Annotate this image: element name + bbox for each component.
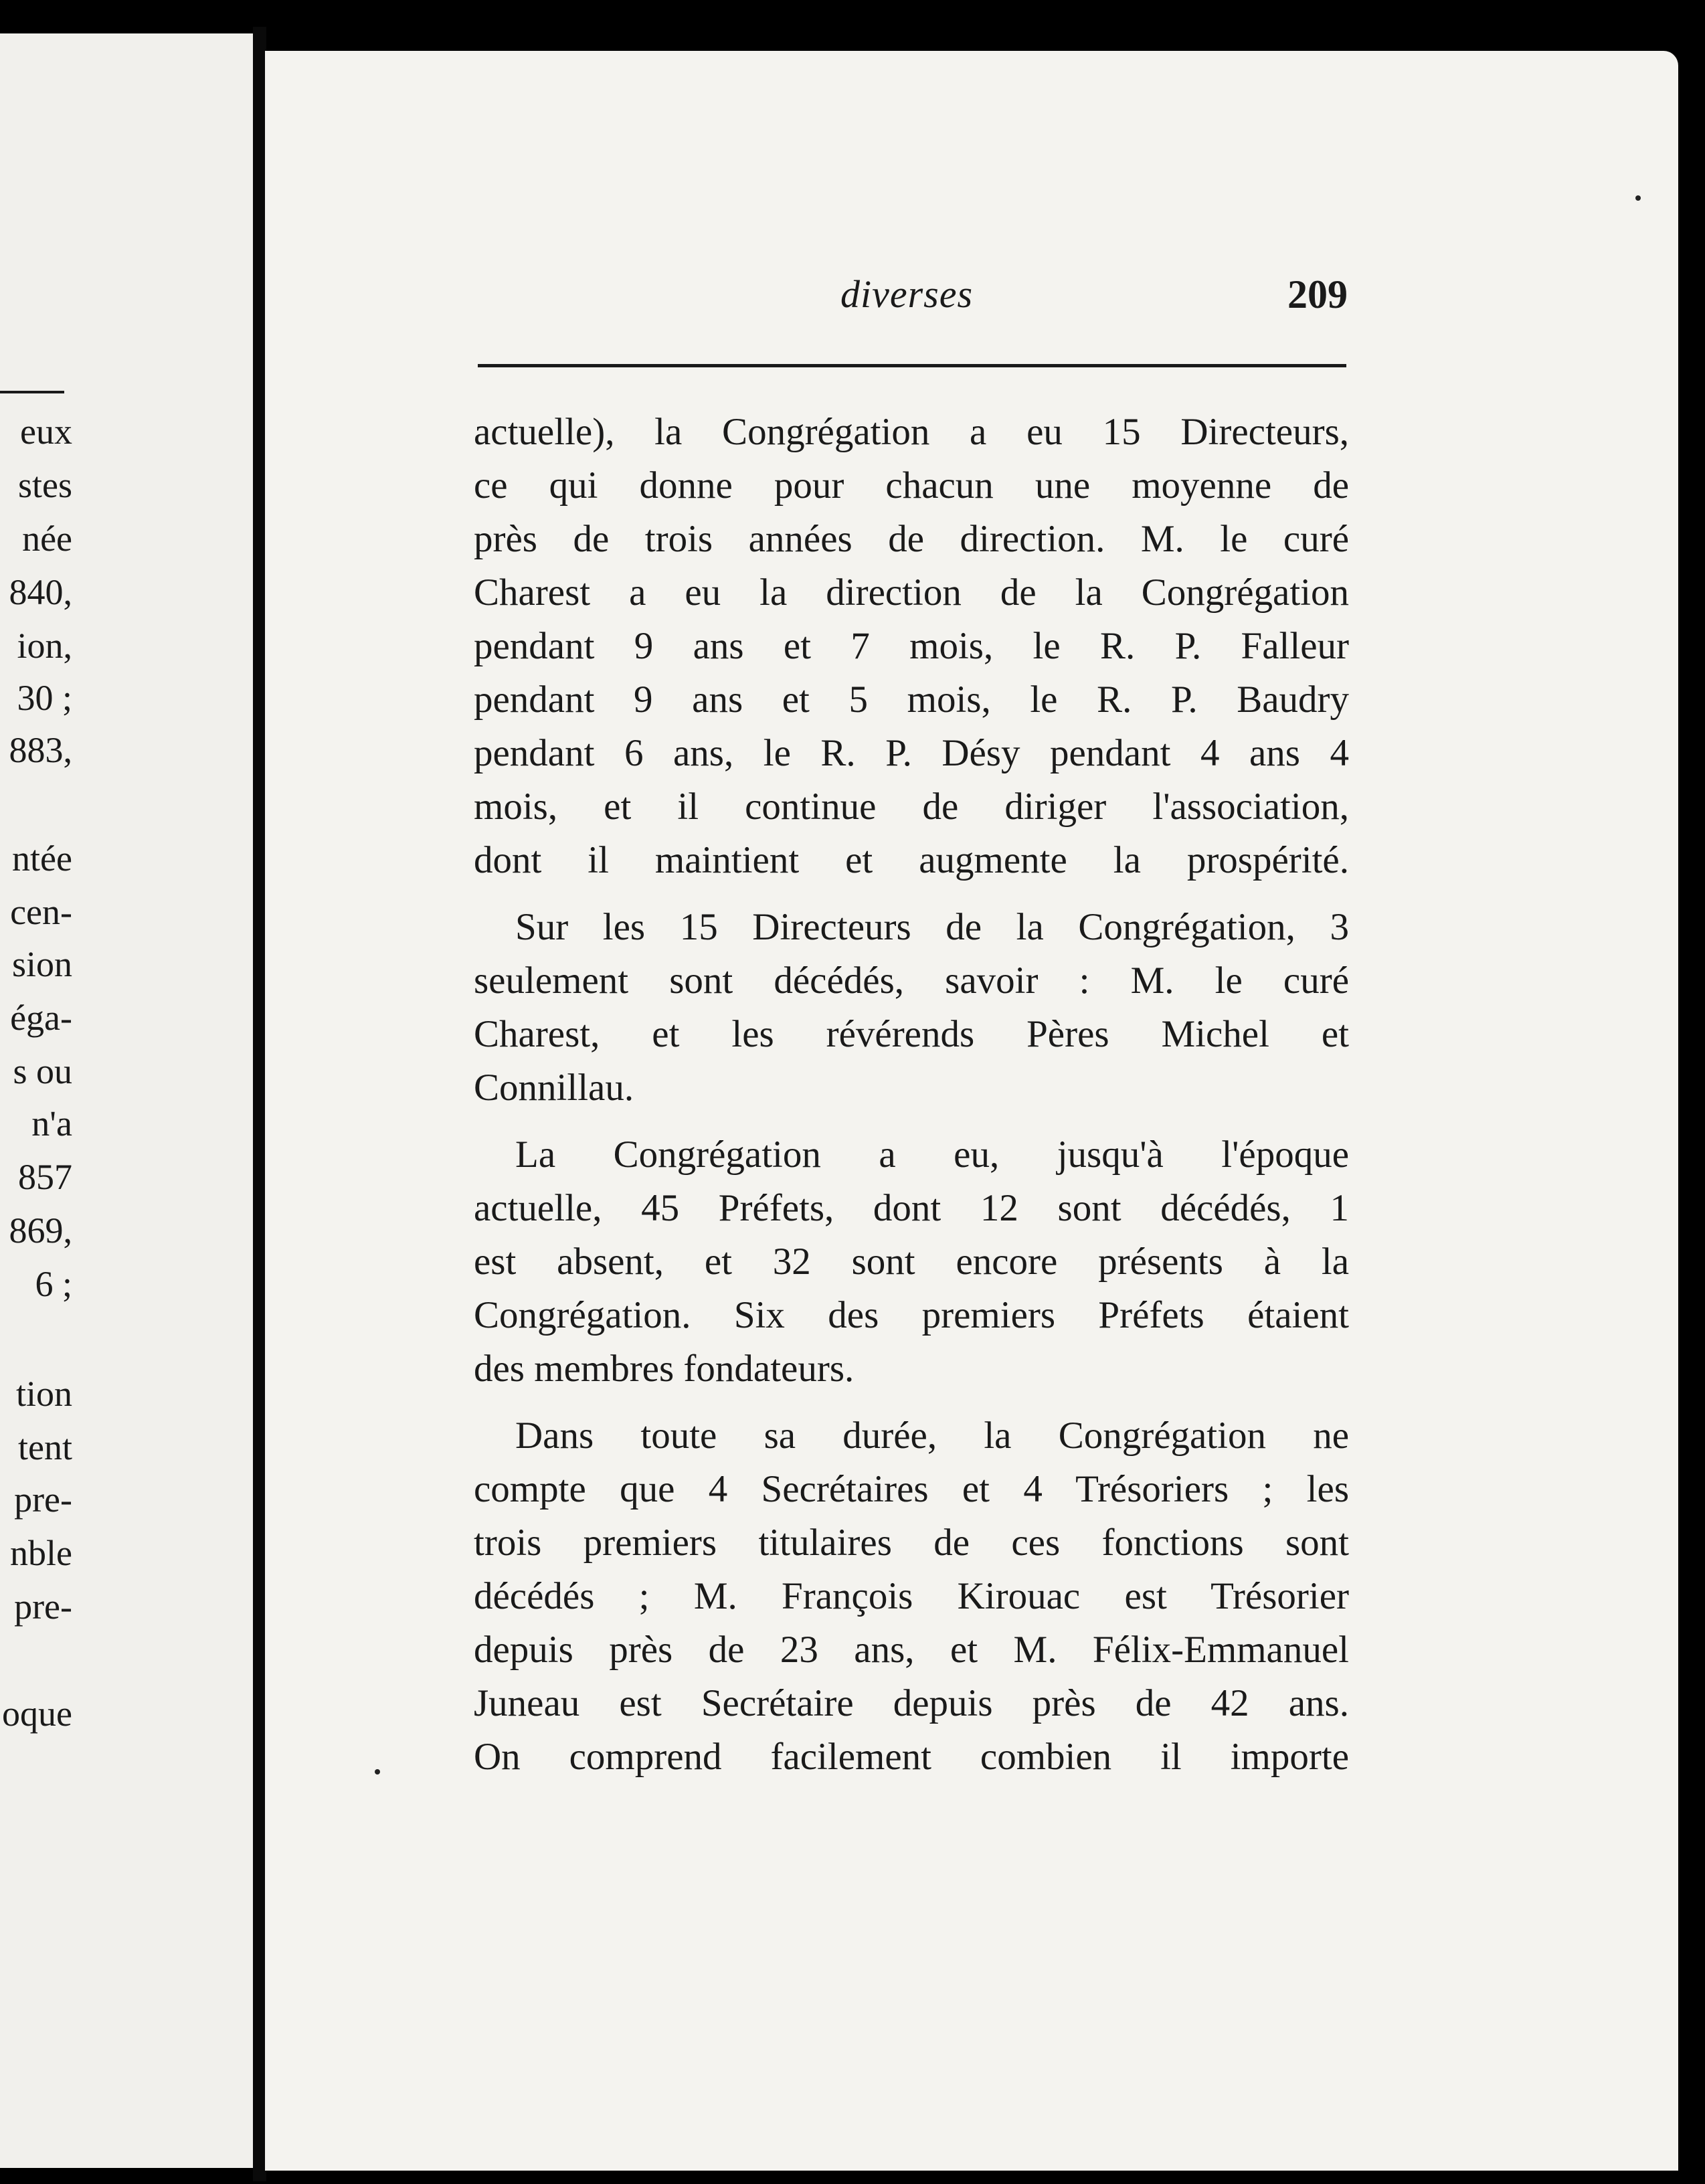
body-text (474, 405, 1349, 1797)
left-page-text-fragment: cen- (10, 892, 72, 932)
text-line: La Congrégation a eu, jusqu'à l'époque (515, 1133, 1349, 1176)
text-line: Charest a eu la direction de la Congrégation (474, 571, 1349, 614)
paragraph (474, 901, 1349, 1115)
scan-speck (375, 1769, 380, 1774)
book-gutter (253, 27, 266, 2181)
text-line: compte que 4 Secrétaires et 4 Trésoriers ; les (474, 1468, 1349, 1510)
text-line: dont il maintient et augmente la prospérité. (474, 839, 1349, 881)
left-page-text-fragment: née (22, 519, 72, 559)
text-line: Juneau est Secrétaire depuis près de 42 ans. (474, 1682, 1349, 1724)
left-page-text-fragment: oque (2, 1694, 72, 1734)
left-page-text-fragment: s ou (13, 1051, 72, 1091)
left-page-head-rule (0, 391, 64, 393)
left-page-text-fragment: sion (11, 944, 72, 984)
left-page-text-fragment: 6 ; (35, 1264, 72, 1304)
page-number: 209 (1287, 272, 1348, 316)
text-line: actuelle, 45 Préfets, dont 12 sont décédés, 1 (474, 1187, 1349, 1229)
left-page-text-fragment: ion, (17, 626, 72, 666)
text-line: Congrégation. Six des premiers Préfets étaient (474, 1294, 1349, 1336)
left-page-text-fragment: tion (15, 1374, 72, 1414)
header-rule (478, 364, 1346, 367)
running-head (265, 51, 1678, 372)
running-title: diverses (840, 272, 974, 316)
left-page-text-fragment: 840, (9, 572, 72, 612)
text-line: ce qui donne pour chacun une moyenne de (474, 464, 1349, 507)
text-line: On comprend facilement combien il importe (474, 1736, 1349, 1778)
left-page-text-fragment: stes (18, 465, 72, 505)
text-line: trois premiers titulaires de ces fonctions sont (474, 1522, 1349, 1564)
scan-speck (1635, 195, 1641, 201)
paragraph (474, 1128, 1349, 1396)
left-page-fragment (0, 33, 253, 2168)
text-line: seulement sont décédés, savoir : M. le curé (474, 960, 1349, 1002)
left-page-text-fragment: 869, (9, 1210, 72, 1251)
right-page (265, 51, 1678, 2171)
text-line: des membres fondateurs. (474, 1348, 855, 1390)
left-page-text-fragment: nble (10, 1533, 72, 1573)
text-line: décédés ; M. François Kirouac est Trésorier (474, 1575, 1349, 1617)
text-line: Connillau. (474, 1067, 634, 1109)
text-line: pendant 6 ans, le R. P. Désy pendant 4 ans 4 (474, 732, 1349, 774)
left-page-text-fragment: n'a (31, 1103, 72, 1144)
left-page-text-fragment: tent (18, 1427, 72, 1467)
left-page-text-fragment: eux (20, 412, 72, 452)
paragraph (474, 1409, 1349, 1784)
text-line: Charest, et les révérends Pères Michel et (474, 1013, 1349, 1055)
text-line: pendant 9 ans et 7 mois, le R. P. Falleur (474, 625, 1349, 667)
left-page-text-fragment: pre- (14, 1586, 72, 1627)
left-page-text-fragment: éga- (10, 998, 72, 1038)
text-line: Dans toute sa durée, la Congrégation ne (515, 1415, 1349, 1457)
left-page-text-fragment: 857 (18, 1157, 72, 1197)
text-line: est absent, et 32 sont encore présents à la (474, 1241, 1349, 1283)
text-line: Sur les 15 Directeurs de la Congrégation, 3 (515, 906, 1349, 948)
paragraph (474, 405, 1349, 887)
text-line: mois, et il continue de diriger l'association, (474, 786, 1349, 828)
text-line: pendant 9 ans et 5 mois, le R. P. Baudry (474, 678, 1349, 721)
left-page-text-fragment: 883, (9, 730, 72, 770)
text-line: actuelle), la Congrégation a eu 15 Directeurs, (474, 411, 1349, 453)
left-page-text-fragment: 30 ; (17, 678, 72, 718)
left-page-text-fragment: ntée (12, 838, 72, 879)
text-line: depuis près de 23 ans, et M. Félix-Emmanuel (474, 1629, 1349, 1671)
left-page-text-fragment: pre- (14, 1479, 72, 1520)
text-line: près de trois années de direction. M. le curé (474, 518, 1349, 560)
